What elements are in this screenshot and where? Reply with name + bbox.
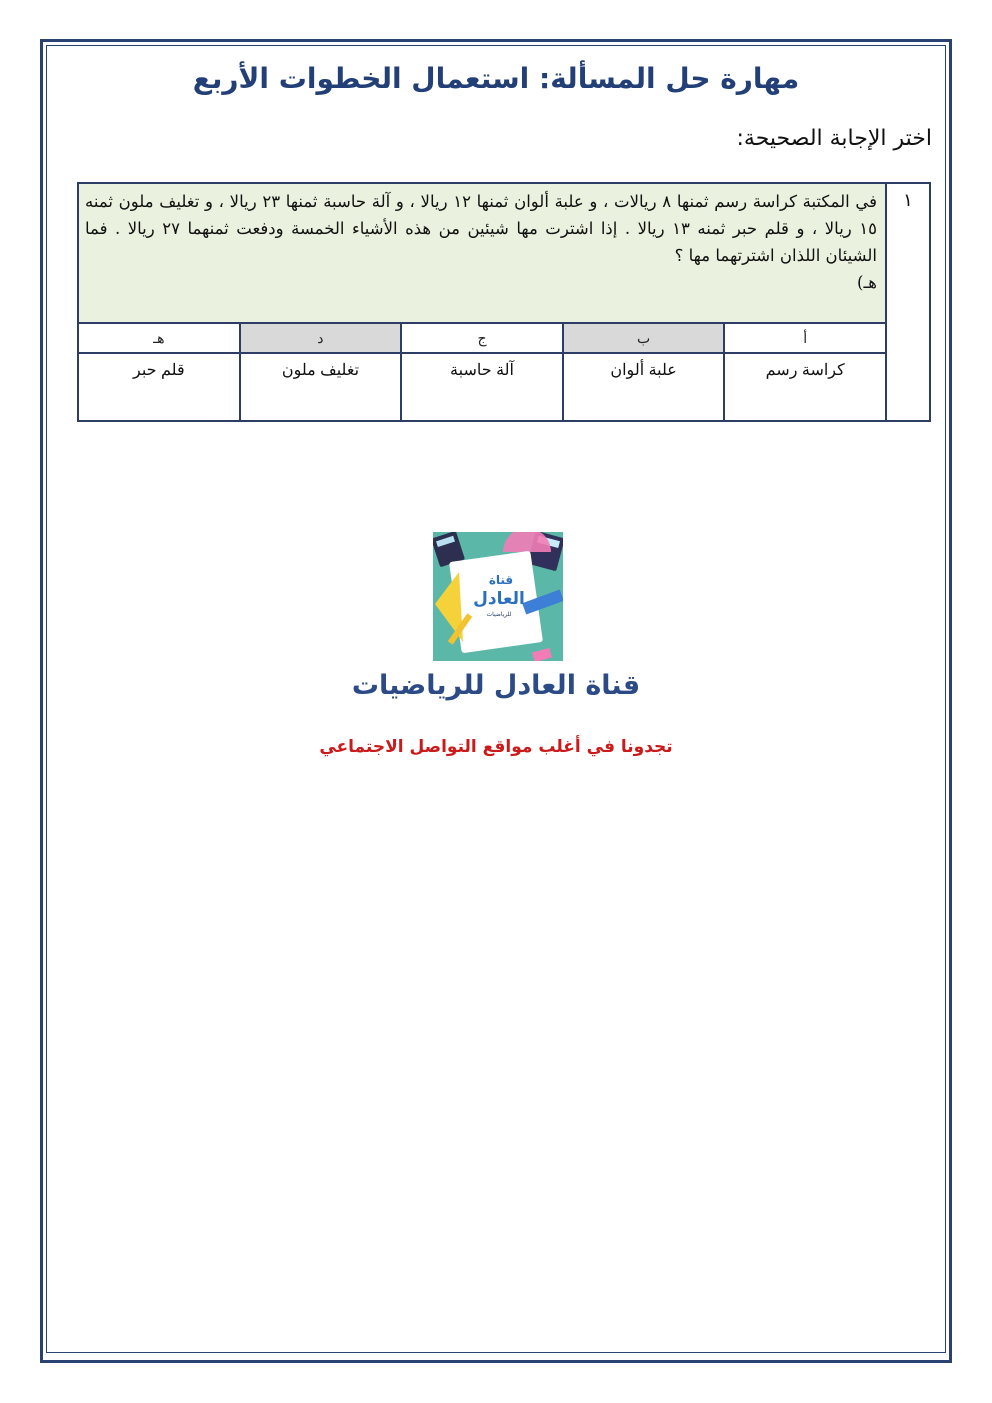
question-row [78, 183, 930, 323]
question-number: ١ [886, 183, 930, 421]
option-letter-a: أ [724, 323, 886, 353]
tagline: تجدونا في أغلب مواقع التواصل الاجتماعي [319, 737, 673, 757]
question-stem [78, 183, 886, 323]
question-table [77, 182, 931, 422]
option-letter-c: ج [401, 323, 563, 353]
protractor-icon [503, 532, 551, 552]
option-d[interactable]: تغليف ملون [240, 353, 402, 421]
option-letter-d: د [240, 323, 402, 353]
logo-text-3: للرياضيات [486, 611, 512, 618]
option-letter-e: هـ [78, 323, 240, 353]
page-title: مهارة حل المسألة: استعمال الخطوات الأربع [192, 62, 800, 95]
instruction-text: اختر الإجابة الصحيحة: [736, 126, 932, 151]
option-e[interactable]: قلم حبر [78, 353, 240, 421]
channel-logo [433, 532, 563, 661]
logo-text-1: قناة [488, 573, 514, 587]
option-texts-row [78, 353, 930, 421]
question-stem-text: في المكتبة كراسة رسم ثمنها ٨ ريالات ، و علبة ألوان ثمنها ١٢ ريالا ، و آلة حاسبة ثمنها ٢٣ ريالا ، و تغليف ملون ثمنه ١٥ ريالا ، و قلم حبر ثمنه ١٣ ريالا . إذا اشترت مها شيئين من هذه الأشياء الخمسة ودفعت ثمنهما ٢٧ ريالا . فما الشيئان اللذان اشترتهما مها ؟ [85, 192, 878, 265]
logo-text-2: العادل [473, 589, 525, 609]
option-b[interactable]: علبة ألوان [563, 353, 725, 421]
channel-name: قناة العادل للرياضيات [351, 670, 641, 701]
option-letter-b: ب [563, 323, 725, 353]
option-a[interactable]: كراسة رسم [724, 353, 886, 421]
question-stem-suffix: هـ) [857, 273, 877, 292]
option-c[interactable]: آلة حاسبة [401, 353, 563, 421]
option-letters-row [78, 323, 930, 353]
